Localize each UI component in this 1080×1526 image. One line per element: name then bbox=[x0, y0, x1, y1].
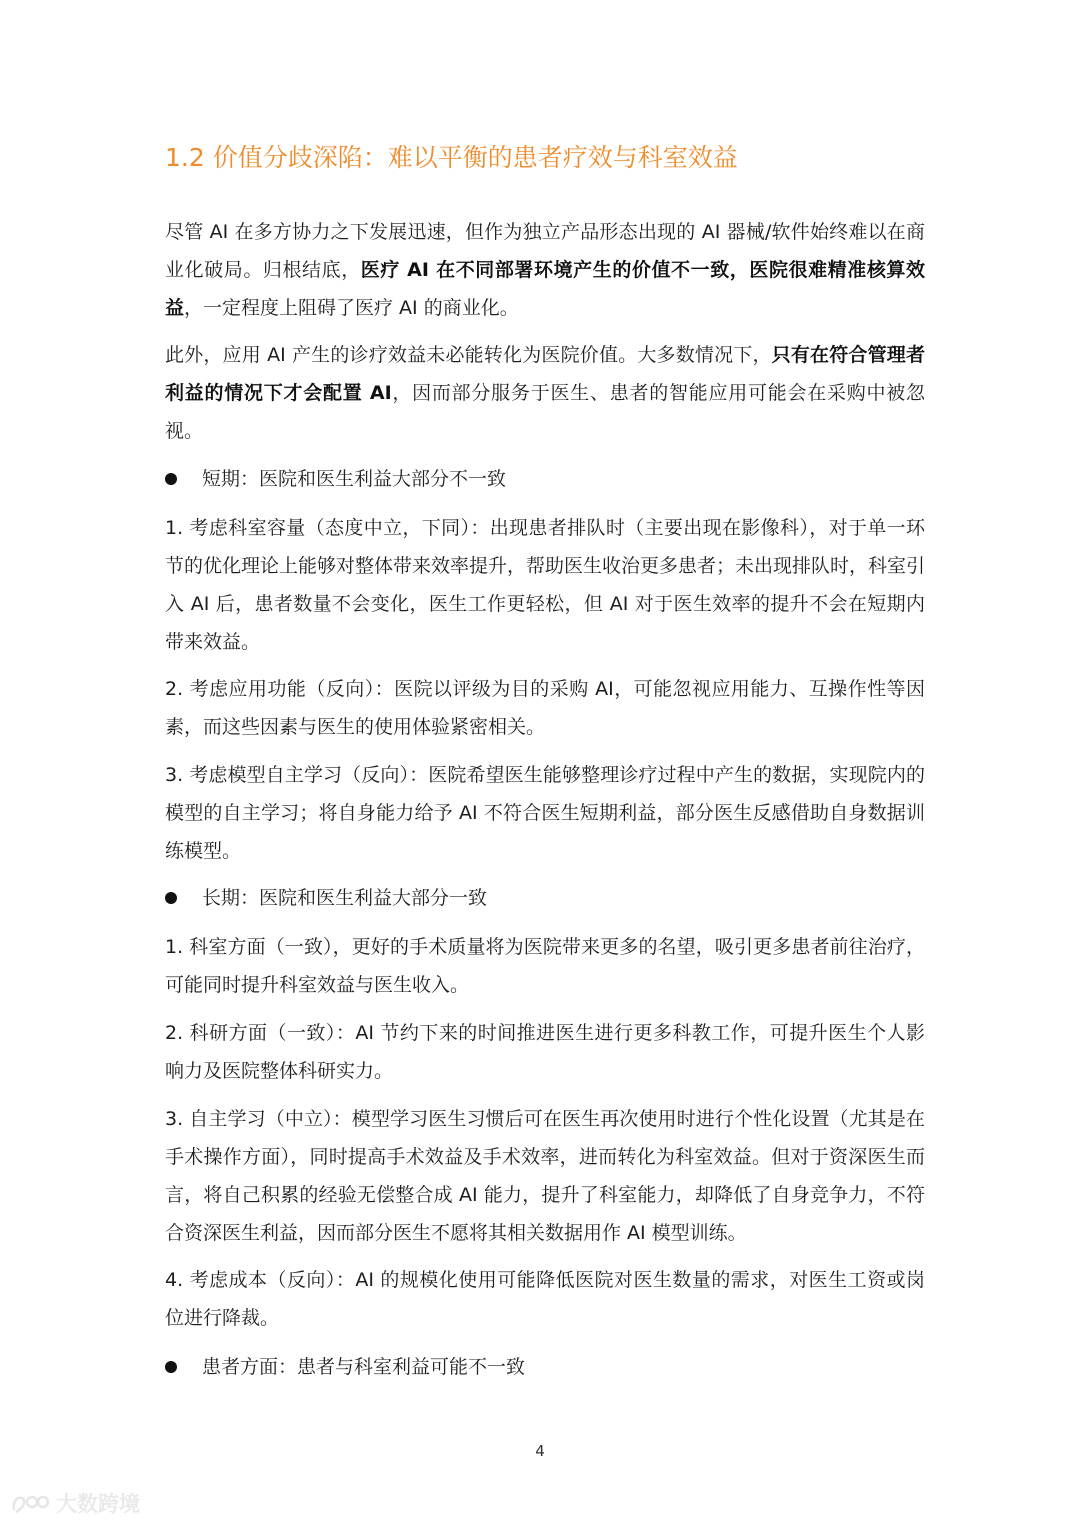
bullet-dot-icon bbox=[165, 892, 177, 904]
bullet-short-term-label: 短期：医院和医生利益大部分不一致 bbox=[202, 468, 507, 490]
bullet-patient-label: 患者方面：患者与科室利益可能不一致 bbox=[202, 1356, 526, 1378]
list-item: 1. 科室方面（一致），更好的手术质量将为医院带来更多的名望，吸引更多患者前往治疗，可能同时提升科室效益与医生收入。 bbox=[165, 936, 925, 996]
paragraph-intro-emphasis: 医疗 AI 在不同部署环境产生的价值不一致，医院很难精准核算效益 bbox=[165, 259, 925, 319]
list-item: 3. 自主学习（中立）：模型学习医生习惯后可在医生再次使用时进行个性化设置（尤其是在手术操作方面），同时提高手术效益及手术效率，进而转化为科室效益。但对于资深医生而言，将自己积累的经验无偿整合成 AI 能力，提升了科室能力，却降低了自身竞争力，不符合资深医生利益，因而部分医生不愿将其相关数据用作 AI 模型训练。 bbox=[165, 1108, 925, 1244]
watermark-logo-icon bbox=[10, 1490, 52, 1516]
paragraph-hospital-value-text: 此外，应用 AI 产生的诊疗效益未必能转化为医院价值。大多数情况下， bbox=[165, 344, 772, 366]
list-item: 1. 考虑科室容量（态度中立，下同）：出现患者排队时（主要出现在影像科），对于单一环节的优化理论上能够对整体带来效率提升，帮助医生收治更多患者；未出现排队时，科室引入 AI 后，患者数量不会变化，医生工作更轻松，但 AI 对于医生效率的提升不会在短期内带来效益。 bbox=[165, 517, 926, 653]
paragraph-intro-tail: ，一定程度上阻碍了医疗 AI 的商业化。 bbox=[184, 297, 519, 319]
paragraph-intro bbox=[165, 213, 925, 327]
bullet-long-term-label: 长期：医院和医生利益大部分一致 bbox=[202, 887, 488, 909]
watermark-text: 大数跨境 bbox=[56, 1492, 140, 1516]
paragraph-hospital-value-emphasis: 只有在符合管理者利益的情况下才会配置 AI bbox=[165, 344, 925, 404]
paragraph-hospital-value bbox=[165, 336, 925, 450]
bullet-dot-icon bbox=[165, 1361, 177, 1373]
paragraph-hospital-value-tail: ，因而部分服务于医生、患者的智能应用可能会在采购中被忽视。 bbox=[165, 382, 925, 442]
list-item: 2. 考虑应用功能（反向）：医院以评级为目的采购 AI，可能忽视应用能力、互操作性等因素，而这些因素与医生的使用体验紧密相关。 bbox=[165, 678, 925, 738]
page-number: 4 bbox=[535, 1442, 545, 1460]
paragraph-intro-text: 尽管 AI 在多方协力之下发展迅速，但作为独立产品形态出现的 AI 器械/软件始终难以在商业化破局。归根结底， bbox=[165, 221, 925, 281]
bullet-dot-icon bbox=[165, 473, 177, 485]
list-item: 3. 考虑模型自主学习（反向）：医院希望医生能够整理诊疗过程中产生的数据，实现院内的模型的自主学习；将自身能力给予 AI 不符合医生短期利益，部分医生反感借助自身数据训练模型。 bbox=[165, 764, 925, 862]
watermark bbox=[10, 1488, 140, 1518]
section-heading: 1.2 价值分歧深陷：难以平衡的患者疗效与科室效益 bbox=[165, 143, 738, 172]
list-item: 4. 考虑成本（反向）：AI 的规模化使用可能降低医院对医生数量的需求，对医生工资或岗位进行降裁。 bbox=[165, 1269, 925, 1329]
list-item: 2. 科研方面（一致）：AI 节约下来的时间推进医生进行更多科教工作，可提升医生个人影响力及医院整体科研实力。 bbox=[165, 1022, 925, 1082]
